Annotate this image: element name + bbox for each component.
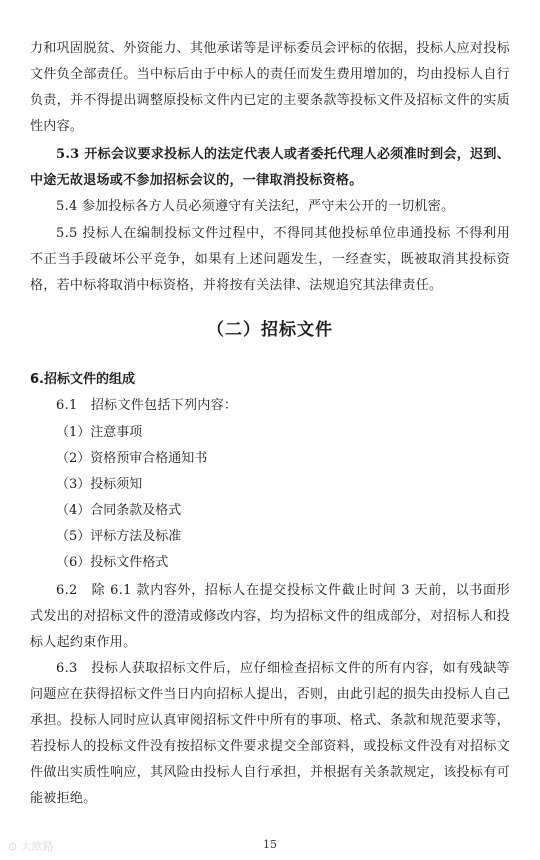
paragraph-5-5: 5.5 投标人在编制投标文件过程中，不得同其他投标单位串通投标 不得利用不正当手段破坏公平竞争，如果有上述问题发生，一经查实，既被取消其投标资格，若中标将取消中标资格，并将按有关法律、法规追究其法律责任。: [30, 226, 510, 293]
list-item: （2）资格预审合格通知书: [56, 451, 208, 466]
list-item: （6）投标文件格式: [56, 555, 169, 570]
paragraph-6-1: 6.1 招标文件包括下列内容：: [56, 398, 238, 413]
contents-list: [30, 420, 510, 576]
paragraph-5-3: 5.3 开标会议要求投标人的法定代表人或者委托代理人必须准时到会，迟到、中途无故退场或不参加招标会议的，一律取消投标资格。: [30, 147, 510, 188]
list-item: （5）评标方法及标准: [56, 529, 182, 544]
watermark-logo: ⊙ 大欧路: [8, 840, 54, 853]
section-subtitle: 6.招标文件的组成: [30, 372, 135, 387]
list-item: （3）投标须知: [56, 477, 143, 492]
page-number: 15: [263, 838, 277, 851]
paragraph-continuation: 力和巩固脱贫、外资能力、其他承诺等是评标委员会评标的依据，投标人应对投标文件负全部责任。当中标后由于中标人的责任而发生费用增加的，均由投标人自行负责，并不得提出调整原投标文件内已定的主要条款等投标文件及招标文件的实质性内容。: [30, 41, 510, 134]
list-item: （4）合同条款及格式: [56, 503, 182, 518]
paragraph-6-2: 6.2 除 6.1 款内容外，招标人在提交投标文件截止时间 3 天前，以书面形式发出的对招标文件的澄清或修改内容，均为招标文件的组成部分，对招标人和投标人起约束作用。: [30, 583, 510, 650]
paragraph-6-3: 6.3 投标人获取招标文件后，应仔细检查招标文件的所有内容，如有残缺等问题应在获得招标文件当日内向招标人提出，否则，由此引起的损失由投标人自己承担。投标人同时应认真审阅招标文件中所有的事项、格式、条款和规范要求等，若投标人的投标文件没有按招标文件要求提交全部资料，或投标文件没有对招标文件做出实质性响应，其风险由投标人自行承担，并根据有关条款规定，该投标有可能被拒绝。: [30, 661, 510, 806]
section-title: （二）招标文件: [207, 320, 333, 340]
list-item: （1）注意事项: [56, 425, 143, 440]
paragraph-5-4: 5.4 参加投标各方人员必须遵守有关法纪，严守未公开的一切机密。: [56, 199, 455, 214]
